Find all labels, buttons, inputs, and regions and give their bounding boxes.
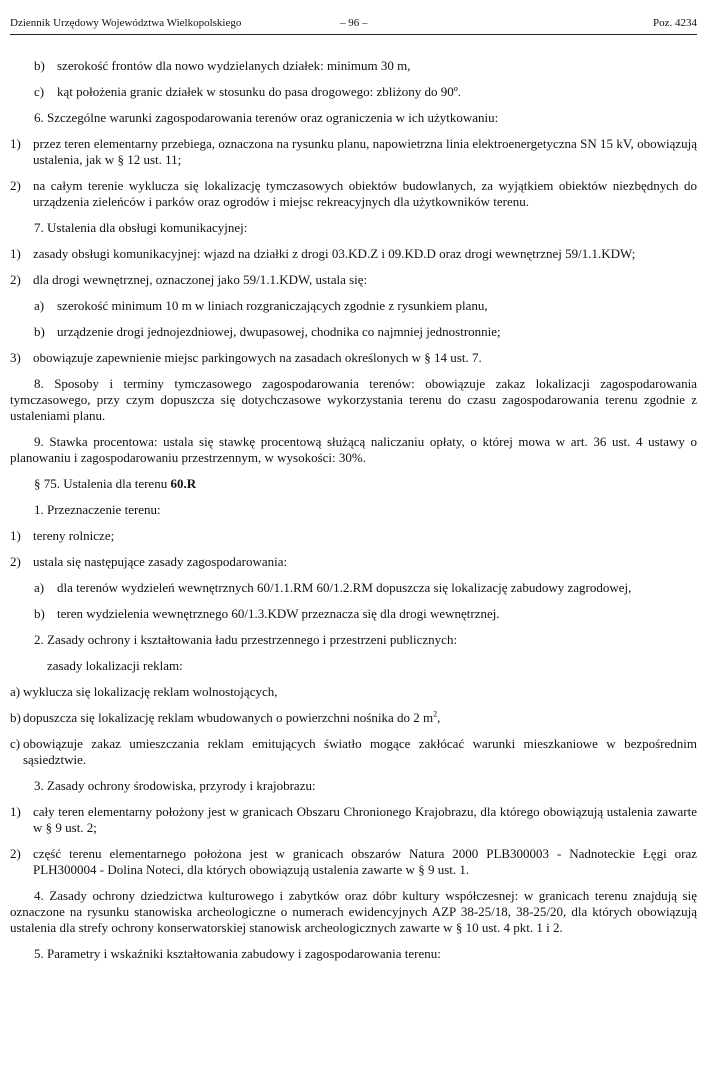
list-item: c) kąt położenia granic działek w stosunku do pasa drogowego: zbliżony do 90º. xyxy=(34,84,462,99)
page-header xyxy=(10,16,697,32)
page-number: – 96 – xyxy=(340,17,368,29)
list-item: b) szerokość frontów dla nowo wydzielanych działek: minimum 30 m, xyxy=(34,58,411,73)
journal-title: Dziennik Urzędowy Województwa Wielkopolskiego xyxy=(10,17,242,29)
paragraph: 7. Ustalenia dla obsługi komunikacyjnej: xyxy=(34,220,248,235)
list-item: b) dopuszcza się lokalizację reklam wbudowanych o powierzchni nośnika do 2 $m^2$, xyxy=(10,709,441,725)
list-item: 3) obowiązuje zapewnienie miejsc parkingowych na zasadach określonych w § 14 ust. 7. xyxy=(10,350,482,365)
document-body xyxy=(10,58,697,972)
section-heading: § 75. Ustalenia dla terenu 60.R xyxy=(34,476,197,491)
header-rule xyxy=(10,34,697,35)
list-item: 2) część terenu elementarnego położona jest w granicach obszarów Natura 2000 PLB300003 - Nadnoteckie Łęgi oraz PLH300004 - Dolina Noteci, dla których obowiązują ustalenia zawarte w § 9 ust. 1. xyxy=(10,846,697,877)
paragraph: 3. Zasady ochrony środowiska, przyrody i krajobrazu: xyxy=(34,778,316,793)
list-item: 1) tereny rolnicze; xyxy=(10,528,115,543)
paragraph: 5. Parametry i wskaźniki kształtowania zabudowy i zagospodarowania terenu: xyxy=(34,946,441,961)
paragraph: 2. Zasady ochrony i kształtowania ładu przestrzennego i przestrzeni publicznych: xyxy=(34,632,458,647)
subheading: zasady lokalizacji reklam: xyxy=(47,658,183,673)
list-item: a) szerokość minimum 10 m w liniach rozgraniczających zgodnie z rysunkiem planu, xyxy=(34,298,488,313)
list-item: c) obowiązuje zakaz umieszczania reklam emitujących światło mogące zakłócać warunki mieszkaniowe w bezpośrednim sąsiedztwie. xyxy=(10,736,697,767)
list-item: 1) zasady obsługi komunikacyjnej: wjazd na działki z drogi 03.KD.Z i 09.KD.D oraz drogi wewnętrznej 59/1.1.KDW; xyxy=(10,246,636,261)
list-item: b) teren wydzielenia wewnętrznego 60/1.3.KDW przeznacza się dla drogi wewnętrznej. xyxy=(34,606,500,621)
list-item: a) dla terenów wydzieleń wewnętrznych 60/1.1.RM 60/1.2.RM dopuszcza się lokalizację zabudowy zagrodowej, xyxy=(34,580,632,595)
paragraph: 4. Zasady ochrony dziedzictwa kulturowego i zabytków oraz dóbr kultury współczesnej: w granicach terenu znajdują się oznaczone na rysunku stanowiska archeologiczne o numerach ewidencyjnych AZP 38-25/18, 38-25/20, dla których obowiązują ustalenia dla strefy ochrony konserwatorskiej stanowisk archeologicznych zawarte w § 10 ust. 4 pkt. 1 i 2. xyxy=(10,888,697,935)
paragraph: 6. Szczególne warunki zagospodarowania terenów oraz ograniczenia w ich użytkowaniu: xyxy=(34,110,499,125)
list-item: 2) na całym terenie wyklucza się lokalizację tymczasowych obiektów budowlanych, za wyjątkiem obiektów niezbędnych do urządzenia zieleńców i parków oraz ogrodów i miejsc rekreacyjnych dla użytkowników terenu. xyxy=(10,178,697,209)
list-item: 1) cały teren elementarny położony jest w granicach Obszaru Chronionego Krajobrazu, dla którego obowiązują ustalenia zawarte w § 9 ust. 2; xyxy=(10,804,697,835)
paragraph: 8. Sposoby i terminy tymczasowego zagospodarowania terenów: obowiązuje zakaz lokalizacji zagospodarowania tymczasowego, przy czym dopuszcza się dotychczasowe wykorzystania terenu do czasu zagospodarowania terenu zgodnie z ustaleniami planu. xyxy=(10,376,697,423)
paragraph: 9. Stawka procentowa: ustala się stawkę procentową służącą naliczaniu opłaty, o której mowa w art. 36 ust. 4 ustawy o planowaniu i zagospodarowaniu przestrzennym, w wysokości: 30%. xyxy=(10,434,697,465)
list-item: 2) dla drogi wewnętrznej, oznaczonej jako 59/1.1.KDW, ustala się: xyxy=(10,272,368,287)
list-item: 1) przez teren elementarny przebiega, oznaczona na rysunku planu, napowietrzna linia elektroenergetyczna SN 15 kV, obowiązują ustalenia, jak w § 12 ust. 11; xyxy=(10,136,697,167)
paragraph: 1. Przeznaczenie terenu: xyxy=(34,502,161,517)
list-item: 2) ustala się następujące zasady zagospodarowania: xyxy=(10,554,288,569)
list-item: a) wyklucza się lokalizację reklam wolnostojących, xyxy=(10,684,278,699)
position-number: Poz. 4234 xyxy=(653,17,697,29)
list-item: b) urządzenie drogi jednojezdniowej, dwupasowej, chodnika co najmniej jednostronnie; xyxy=(34,324,501,339)
